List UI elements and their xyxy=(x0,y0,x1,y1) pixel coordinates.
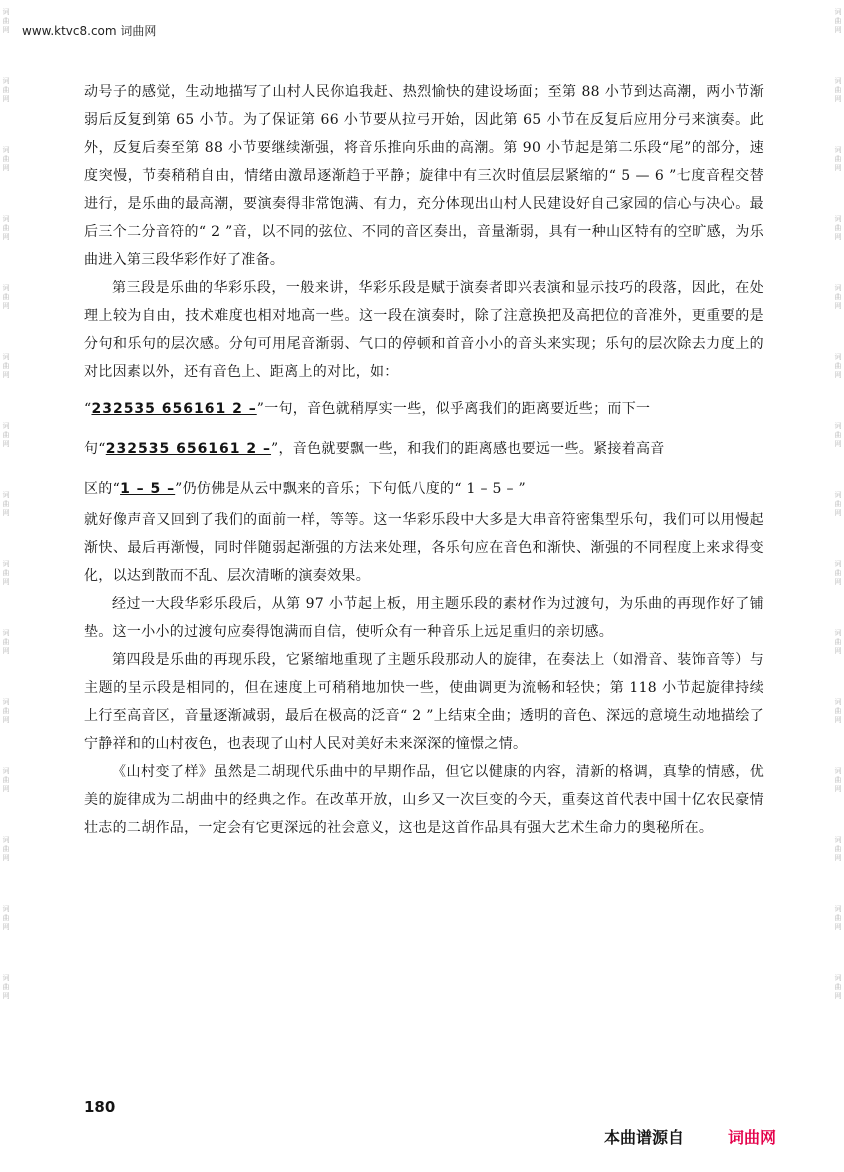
watermark-glyph: 词 曲 网 xyxy=(834,146,842,172)
jianpu-notation: 1 – 5 – xyxy=(120,481,176,497)
watermark-glyph: 词 曲 网 xyxy=(834,836,842,862)
watermark-glyph: 词 曲 网 xyxy=(834,629,842,655)
watermark-glyph: 词 曲 网 xyxy=(2,353,10,379)
watermark-glyph: 词 曲 网 xyxy=(2,767,10,793)
watermark-glyph: 词 曲 网 xyxy=(834,77,842,103)
score-suffix: ”，音色就要飘一些，和我们的距离感也要远一些。紧接着高音 xyxy=(271,441,665,457)
score-line xyxy=(84,472,764,506)
footer-source-label: 本曲谱源自 xyxy=(604,1128,685,1147)
watermark-glyph: 词 曲 网 xyxy=(834,491,842,517)
watermark-glyph: 词 曲 网 xyxy=(2,8,10,34)
jianpu-notation: 232535 656161 2 – xyxy=(91,401,257,417)
watermark-glyph: 词 曲 网 xyxy=(2,284,10,310)
watermark-glyph: 词 曲 网 xyxy=(834,215,842,241)
watermark-glyph: 词 曲 网 xyxy=(834,767,842,793)
watermark-glyph: 词 曲 网 xyxy=(2,974,10,1000)
paragraph: 就好像声音又回到了我们的面前一样，等等。这一华彩乐段中大多是大串音符密集型乐句，我们可以用慢起渐快、最后再渐慢，同时伴随弱起渐强的方法来处理，各乐句应在音色和渐快、渐强的不同程度上来求得变化，以达到散而不乱、层次清晰的演奏效果。 xyxy=(84,512,764,584)
watermark-glyph: 词 曲 网 xyxy=(2,698,10,724)
footer-source xyxy=(604,1125,776,1148)
score-line xyxy=(84,432,764,466)
watermark-glyph: 词 曲 网 xyxy=(834,905,842,931)
jianpu-notation: 232535 656161 2 – xyxy=(105,441,272,457)
right-watermark-strip xyxy=(832,0,844,1172)
watermark-glyph: 词 曲 网 xyxy=(2,215,10,241)
page-number: 180 xyxy=(84,1098,116,1116)
site-url-header: www.ktvc8.com 词曲网 xyxy=(22,24,157,38)
watermark-glyph: 词 曲 网 xyxy=(2,836,10,862)
score-suffix: ”仍仿佛是从云中飘来的音乐；下句低八度的“ 1 – 5 – ” xyxy=(175,481,527,497)
score-suffix: ”一句，音色就稍厚实一些，似乎离我们的距离要近些；而下一 xyxy=(256,401,651,417)
paragraph: 《山村变了样》虽然是二胡现代乐曲中的早期作品，但它以健康的内容，清新的格调，真挚的情感，优美的旋律成为二胡曲中的经典之作。在改革开放，山乡又一次巨变的今天，重奏这首代表中国十亿农民豪情壮志的二胡作品，一定会有它更深远的社会意义，这也是这首作品具有强大艺术生命力的奥秘所在。 xyxy=(84,764,764,836)
footer-brand-link[interactable]: 词曲网 xyxy=(728,1128,777,1147)
watermark-glyph: 词 曲 网 xyxy=(2,905,10,931)
watermark-glyph: 词 曲 网 xyxy=(2,491,10,517)
watermark-glyph: 词 曲 网 xyxy=(2,77,10,103)
watermark-glyph: 词 曲 网 xyxy=(834,8,842,34)
score-prefix: 句“ xyxy=(84,441,106,457)
paragraph: 经过一大段华彩乐段后，从第 97 小节起上板，用主题乐段的素材作为过渡句，为乐曲的再现作好了铺垫。这一小小的过渡句应奏得饱满而自信，使听众有一种音乐上远足重归的亲切感。 xyxy=(84,596,764,640)
paragraph: 第四段是乐曲的再现乐段，它紧缩地重现了主题乐段那动人的旋律，在奏法上（如滑音、装饰音等）与主题的呈示段是相同的，但在速度上可稍稍地加快一些，使曲调更为流畅和轻快；第 118 小节起旋律持续上行至高音区，音量逐渐减弱，最后在极高的泛音“ 2 ”上结束全曲；透明的音色、深远的意境生动地描绘了宁静祥和的山村夜色，也表现了山村人民对美好未来深深的憧憬之情。 xyxy=(84,652,764,752)
article-body xyxy=(84,78,764,842)
watermark-glyph: 词 曲 网 xyxy=(834,353,842,379)
watermark-glyph: 词 曲 网 xyxy=(2,629,10,655)
watermark-glyph: 词 曲 网 xyxy=(2,560,10,586)
watermark-glyph: 词 曲 网 xyxy=(834,422,842,448)
score-prefix: “ xyxy=(84,401,92,417)
score-prefix: 区的“ xyxy=(84,481,121,497)
score-line xyxy=(84,392,764,426)
watermark-glyph: 词 曲 网 xyxy=(2,422,10,448)
watermark-glyph: 词 曲 网 xyxy=(834,974,842,1000)
watermark-glyph: 词 曲 网 xyxy=(834,698,842,724)
watermark-glyph: 词 曲 网 xyxy=(834,560,842,586)
watermark-glyph: 词 曲 网 xyxy=(834,284,842,310)
paragraph: 动号子的感觉，生动地描写了山村人民你追我赶、热烈愉快的建设场面；至第 88 小节到达高潮，两小节渐弱后反复到第 65 小节。为了保证第 66 小节要从拉弓开始，因此第 65 小节在反复后应用分弓来演奏。此外，反复后奏至第 88 小节要继续渐强，将音乐推向乐曲的高潮。第 90 小节起是第二乐段“尾”的部分，速度突慢，节奏稍稍自由，情绪由激昂逐渐趋于平静；旋律中有三次时值层层紧缩的“ 5 — 6 ”七度音程交替进行，是乐曲的最高潮，要演奏得非常饱满、有力，充分体现出山村人民建设好自己家园的信心与决心。最后三个二分音符的“ 2 ”音，以不同的弦位、不同的音区奏出，音量渐弱，具有一种山区特有的空旷感，为乐曲进入第三段华彩作好了准备。 xyxy=(84,84,764,268)
watermark-glyph: 词 曲 网 xyxy=(2,146,10,172)
paragraph: 第三段是乐曲的华彩乐段，一般来讲，华彩乐段是赋于演奏者即兴表演和显示技巧的段落，因此，在处理上较为自由，技术难度也相对地高一些。这一段在演奏时，除了注意换把及高把位的音准外，更重要的是分句和乐句的层次感。分句可用尾音渐弱、气口的停顿和首音小小的音头来实现；乐句的层次除去力度上的对比因素以外，还有音色上、距离上的对比，如： xyxy=(84,280,764,380)
left-watermark-strip xyxy=(0,0,12,1172)
